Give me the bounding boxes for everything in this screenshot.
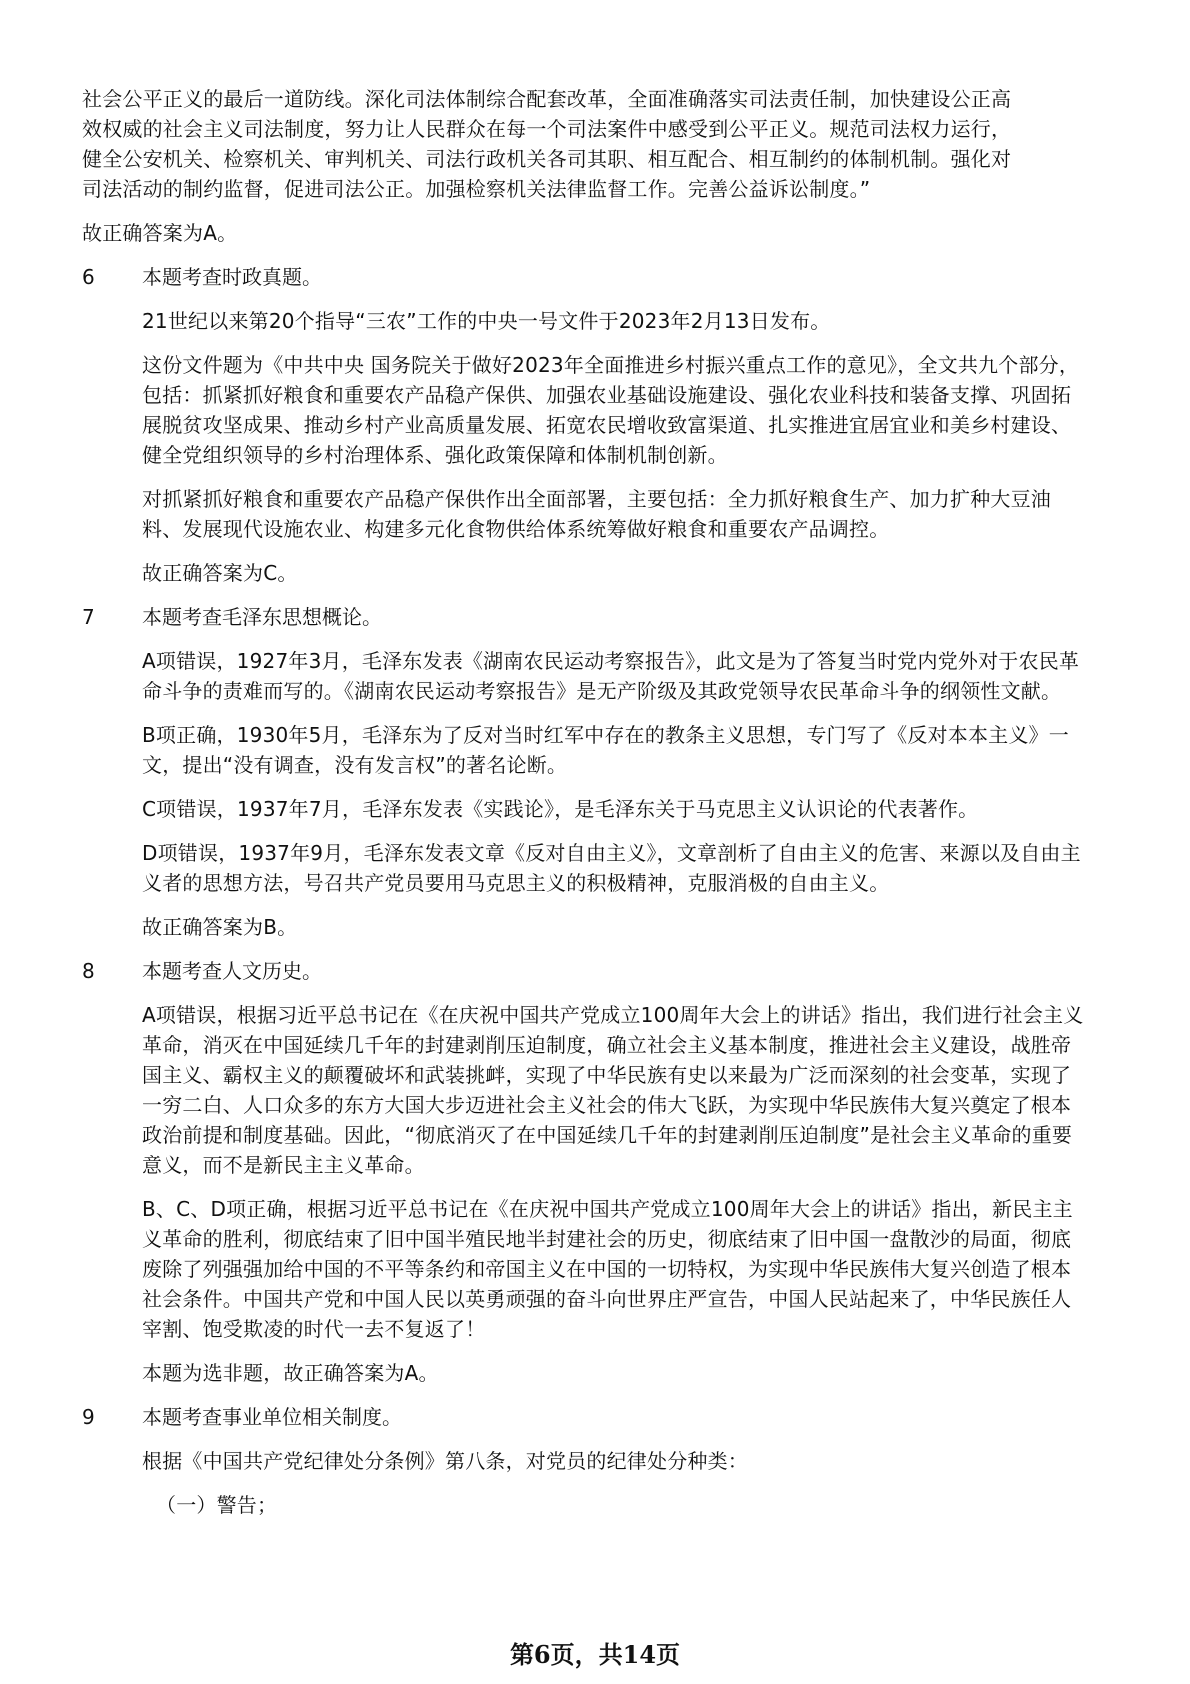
item-body <box>142 306 1092 588</box>
item-paragraph: C项错误，1937年7月，毛泽东发表《实践论》，是毛泽东关于马克思主义认识论的代表著作。 <box>142 797 979 821</box>
question-item-8 <box>82 956 1092 1388</box>
item-heading: 本题考查时政真题。 <box>142 265 322 289</box>
question-item-7 <box>82 602 1092 942</box>
item-number: 6 <box>82 265 95 289</box>
item-answer: 故正确答案为C。 <box>142 561 298 585</box>
item-paragraph: A项错误，根据习近平总书记在《在庆祝中国共产党成立100周年大会上的讲话》指出，我们进行社会主义革命，消灭在中国延续几千年的封建剥削压迫制度，确立社会主义基本制度，推进社会主义建设，战胜帝国主义、霸权主义的颠覆破坏和武装挑衅，实现了中华民族有史以来最为广泛而深刻的社会变革，实现了一穷二白、人口众多的东方大国大步迈进社会主义社会的伟大飞跃，为实现中华民族伟大复兴奠定了根本政治前提和制度基础。因此，“彻底消灭了在中国延续几千年的封建剥削压迫制度”是社会主义革命的重要意义，而不是新民主主义革命。 <box>142 1003 1084 1177</box>
item-body <box>142 1446 1092 1520</box>
item-paragraph: B项正确，1930年5月，毛泽东为了反对当时红军中存在的教条主义思想，专门写了《反对本本主义》一文，提出“没有调查，没有发言权”的著名论断。 <box>142 723 1069 777</box>
page-number-footer: 第6页，共14页 <box>509 1640 681 1669</box>
item-heading: 本题考查人文历史。 <box>142 959 322 983</box>
item-paragraph: 21世纪以来第20个指导“三农”工作的中央一号文件于2023年2月13日发布。 <box>142 309 831 333</box>
intro-answer: 故正确答案为A。 <box>82 221 238 245</box>
item-paragraph: A项错误，1927年3月，毛泽东发表《湖南农民运动考察报告》，此文是为了答复当时党内党外对于农民革命斗争的责难而写的。《湖南农民运动考察报告》是无产阶级及其政党领导农民革命斗争的纲领性文献。 <box>142 649 1080 703</box>
item-body <box>142 1000 1092 1388</box>
item-number: 9 <box>82 1405 95 1429</box>
item-number: 8 <box>82 959 95 983</box>
item-answer: 故正确答案为B。 <box>142 915 298 939</box>
item-body <box>142 646 1092 942</box>
item-paragraph: D项错误，1937年9月，毛泽东发表文章《反对自由主义》，文章剖析了自由主义的危害、来源以及自由主义者的思想方法，号召共产党员要用马克思主义的积极精神，克服消极的自由主义。 <box>142 841 1081 895</box>
item-paragraph: 根据《中国共产党纪律处分条例》第八条，对党员的纪律处分种类： <box>142 1449 748 1473</box>
page-content <box>82 84 1092 1534</box>
item-sub-point: （一）警告； <box>156 1493 278 1517</box>
item-heading: 本题考查事业单位相关制度。 <box>142 1405 402 1429</box>
item-heading: 本题考查毛泽东思想概论。 <box>142 605 382 629</box>
question-item-9 <box>82 1402 1092 1520</box>
item-number: 7 <box>82 605 95 629</box>
item-answer: 本题为选非题，故正确答案为A。 <box>142 1361 439 1385</box>
item-paragraph: 这份文件题为《中共中央 国务院关于做好2023年全面推进乡村振兴重点工作的意见》，全文共九个部分，包括：抓紧抓好粮食和重要农产品稳产保供、加强农业基础设施建设、强化农业科技和装备支撑、巩固拓展脱贫攻坚成果、推动乡村产业高质量发展、拓宽农民增收致富渠道、扎实推进宜居宜业和美乡村建设、健全党组织领导的乡村治理体系、强化政策保障和体制机制创新。 <box>142 353 1080 467</box>
item-paragraph: B、C、D项正确，根据习近平总书记在《在庆祝中国共产党成立100周年大会上的讲话》指出，新民主主义革命的胜利，彻底结束了旧中国半殖民地半封建社会的历史，彻底结束了旧中国一盘散沙的局面，彻底废除了列强强加给中国的不平等条约和帝国主义在中国的一切特权，为实现中华民族伟大复兴创造了根本社会条件。中国共产党和中国人民以英勇顽强的奋斗向世界庄严宣告，中国人民站起来了，中华民族任人宰割、饱受欺凌的时代一去不复返了！ <box>142 1197 1073 1341</box>
intro-continuation: 社会公平正义的最后一道防线。深化司法体制综合配套改革，全面准确落实司法责任制，加快建设公正高效权威的社会主义司法制度，努力让人民群众在每一个司法案件中感受到公平正义。规范司法权力运行，健全公安机关、检察机关、审判机关、司法行政机关各司其职、相互配合、相互制约的体制机制。强化对司法活动的制约监督，促进司法公正。加强检察机关法律监督工作。完善公益诉讼制度。” <box>82 87 1012 201</box>
item-paragraph: 对抓紧抓好粮食和重要农产品稳产保供作出全面部署，主要包括：全力抓好粮食生产、加力扩种大豆油料、发展现代设施农业、构建多元化食物供给体系统筹做好粮食和重要农产品调控。 <box>142 487 1051 541</box>
question-item-6 <box>82 262 1092 588</box>
